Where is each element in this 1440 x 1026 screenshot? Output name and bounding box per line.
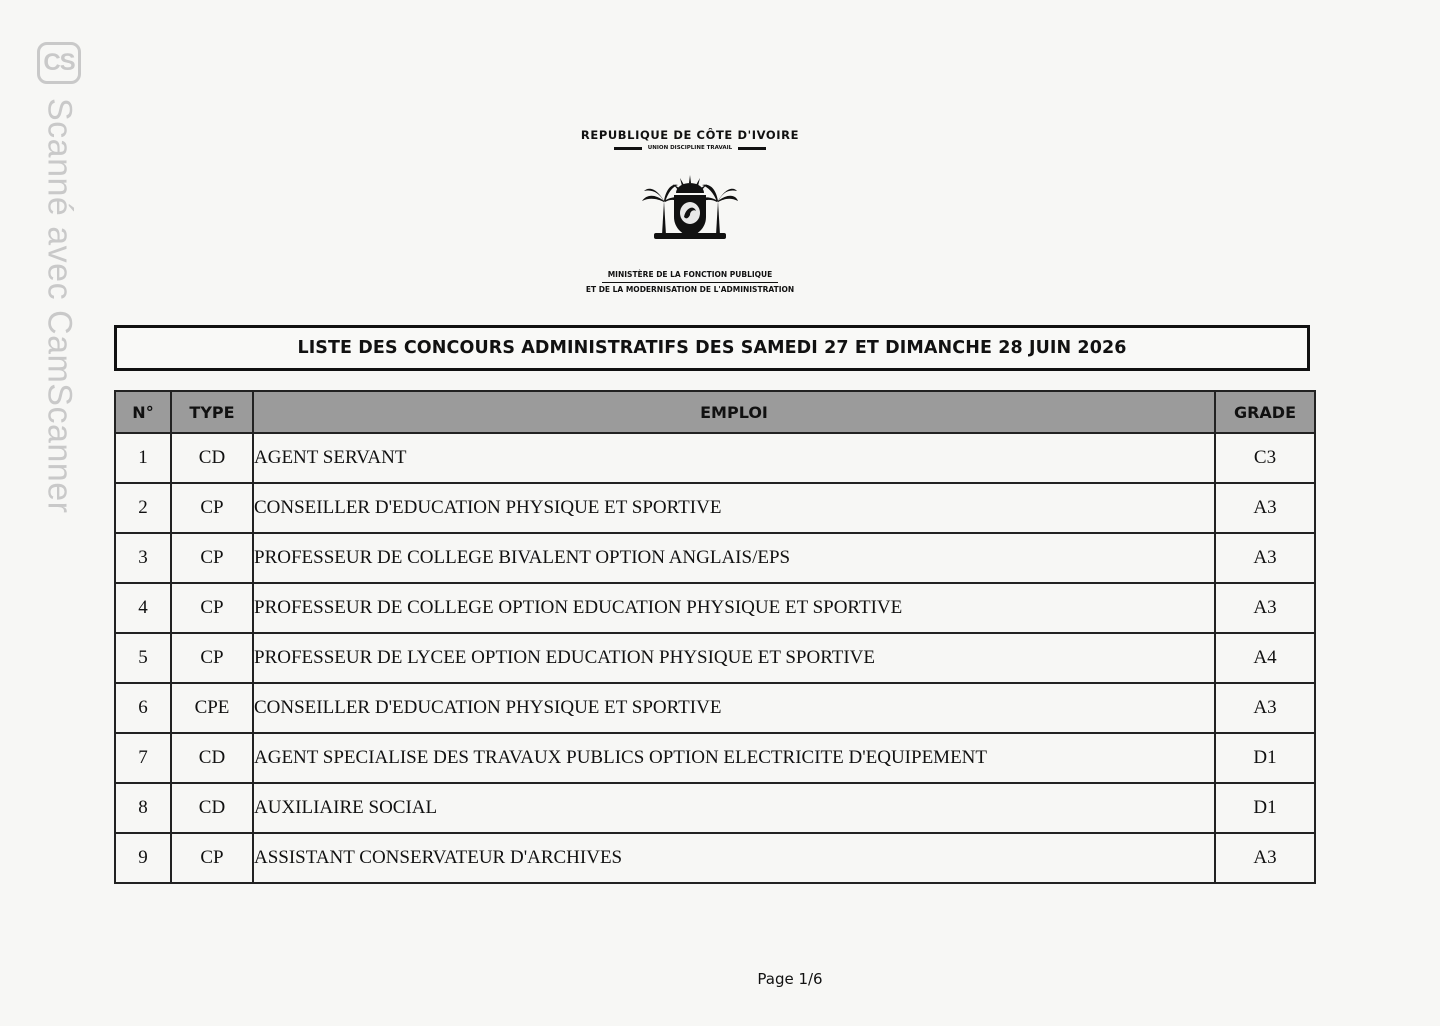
document-title-box [114, 325, 1310, 371]
cell-num: 6 [115, 683, 171, 733]
cell-num: 2 [115, 483, 171, 533]
column-header-type: TYPE [171, 391, 253, 433]
cell-type: CP [171, 483, 253, 533]
ministry-line-1: MINISTÈRE DE LA FONCTION PUBLIQUE [602, 268, 779, 283]
ministry-line-2: ET DE LA MODERNISATION DE L'ADMINISTRATION [585, 285, 795, 294]
document-title: LISTE DES CONCOURS ADMINISTRATIFS DES SAMEDI 27 ET DIMANCHE 28 JUIN 2026 [297, 338, 1127, 358]
document-header [540, 128, 840, 297]
table-row [115, 583, 1315, 633]
table-row [115, 633, 1315, 683]
cell-type: CP [171, 533, 253, 583]
ministry-name [540, 268, 840, 297]
cell-grade: A3 [1215, 833, 1315, 883]
cell-grade: A3 [1215, 533, 1315, 583]
table-header-row [115, 391, 1315, 433]
cell-emploi: AGENT SPECIALISE DES TRAVAUX PUBLICS OPTION ELECTRICITE D'EQUIPEMENT [253, 733, 1215, 783]
cell-grade: D1 [1215, 733, 1315, 783]
cell-grade: C3 [1215, 433, 1315, 483]
cell-type: CD [171, 433, 253, 483]
cell-type: CP [171, 583, 253, 633]
cell-num: 1 [115, 433, 171, 483]
cell-num: 5 [115, 633, 171, 683]
cell-type: CP [171, 833, 253, 883]
cell-type: CP [171, 633, 253, 683]
coat-of-arms-icon [640, 171, 740, 243]
motto-divider [738, 147, 766, 150]
cell-emploi: AUXILIAIRE SOCIAL [253, 783, 1215, 833]
cell-num: 4 [115, 583, 171, 633]
cell-grade: A3 [1215, 583, 1315, 633]
cell-emploi: ASSISTANT CONSERVATEUR D'ARCHIVES [253, 833, 1215, 883]
motto-divider [614, 147, 642, 150]
table-row [115, 683, 1315, 733]
column-header-emploi: EMPLOI [253, 391, 1215, 433]
cell-num: 9 [115, 833, 171, 883]
camscanner-logo-icon: CS [37, 42, 81, 84]
cell-emploi: PROFESSEUR DE COLLEGE OPTION EDUCATION PHYSIQUE ET SPORTIVE [253, 583, 1215, 633]
cell-type: CD [171, 783, 253, 833]
table-row [115, 733, 1315, 783]
page-number: Page 1/6 [757, 970, 823, 988]
camscanner-watermark [34, 42, 84, 513]
table-row [115, 433, 1315, 483]
cell-grade: A4 [1215, 633, 1315, 683]
table-row [115, 783, 1315, 833]
cell-grade: D1 [1215, 783, 1315, 833]
cell-num: 8 [115, 783, 171, 833]
cell-emploi: PROFESSEUR DE COLLEGE BIVALENT OPTION ANGLAIS/EPS [253, 533, 1215, 583]
national-motto: UNION DISCIPLINE TRAVAIL [647, 145, 733, 151]
cell-num: 7 [115, 733, 171, 783]
column-header-num: N° [115, 391, 171, 433]
cell-emploi: PROFESSEUR DE LYCEE OPTION EDUCATION PHYSIQUE ET SPORTIVE [253, 633, 1215, 683]
cell-emploi: AGENT SERVANT [253, 433, 1215, 483]
watermark-text: Scanné avec CamScanner [40, 98, 79, 514]
motto-row [540, 145, 840, 151]
cell-emploi: CONSEILLER D'EDUCATION PHYSIQUE ET SPORTIVE [253, 483, 1215, 533]
cell-grade: A3 [1215, 683, 1315, 733]
cell-grade: A3 [1215, 483, 1315, 533]
table-row [115, 483, 1315, 533]
cell-type: CD [171, 733, 253, 783]
column-header-grade: GRADE [1215, 391, 1315, 433]
cell-num: 3 [115, 533, 171, 583]
concours-table [114, 390, 1316, 884]
table-row [115, 833, 1315, 883]
cell-type: CPE [171, 683, 253, 733]
republic-title: REPUBLIQUE DE CÔTE D'IVOIRE [580, 128, 800, 142]
table-row [115, 533, 1315, 583]
cell-emploi: CONSEILLER D'EDUCATION PHYSIQUE ET SPORTIVE [253, 683, 1215, 733]
